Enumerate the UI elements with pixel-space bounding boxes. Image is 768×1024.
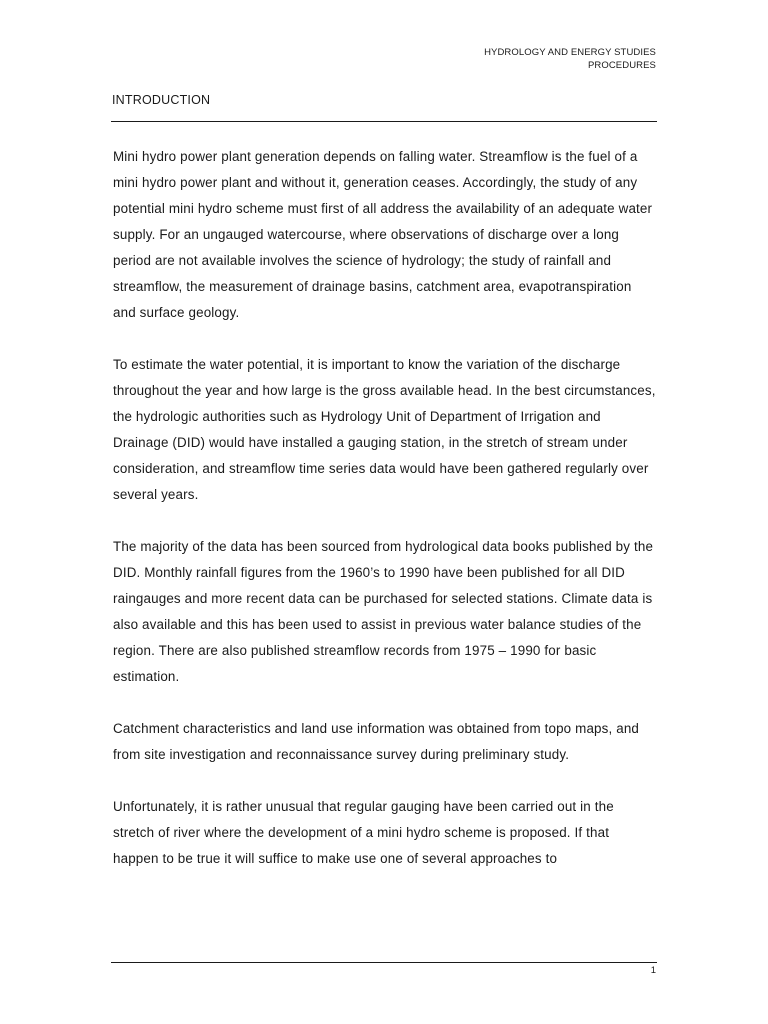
paragraph: Unfortunately, it is rather unusual that regular gauging have been carried out in the stretch of river where the development of a mini hydro scheme is proposed. If that happen to be true it will suffice to make use one of several approaches to [113,799,614,866]
header-line-2: PROCEDURES [587,60,656,71]
paragraph: Catchment characteristics and land use information was obtained from topo maps, and from site investigation and reconnaissance survey during preliminary study. [113,721,640,762]
section-title: INTRODUCTION [112,93,211,107]
running-header [484,46,656,72]
paragraph: Mini hydro power plant generation depends on falling water. Streamflow is the fuel of a mini hydro power plant and without it, generation ceases. Accordingly, the study of any potential mini hydro scheme must first of all address the availability of an adequate water supply. For an ungauged watercourse, where observations of discharge over a long period are not available involves the science of hydrology; the study of rainfall and streamflow, the measurement of drainage basins, catchment area, evapotranspiration and surface geology. [113,149,653,320]
body-text [113,144,658,898]
header-line-1: HYDROLOGY AND ENERGY STUDIES [484,47,656,58]
footer-divider [111,962,657,963]
header-divider [111,121,657,122]
page-number: 1 [650,965,656,976]
paragraph: To estimate the water potential, it is important to know the variation of the discharge throughout the year and how large is the gross available head. In the best circumstances, the hydrologic authorities such as Hydrology Unit of Department of Irrigation and Drainage (DID) would have installed a gauging station, in the stretch of stream under consideration, and streamflow time series data would have been gathered regularly over several years. [113,357,656,502]
paragraph: The majority of the data has been sourced from hydrological data books published by the DID. Monthly rainfall figures from the 1960’s to 1990 have been published for all DID raingauges and more recent data can be purchased for selected stations. Climate data is also available and this has been used to assist in previous water balance studies of the region. There are also published streamflow records from 1975 – 1990 for basic estimation. [113,539,654,684]
